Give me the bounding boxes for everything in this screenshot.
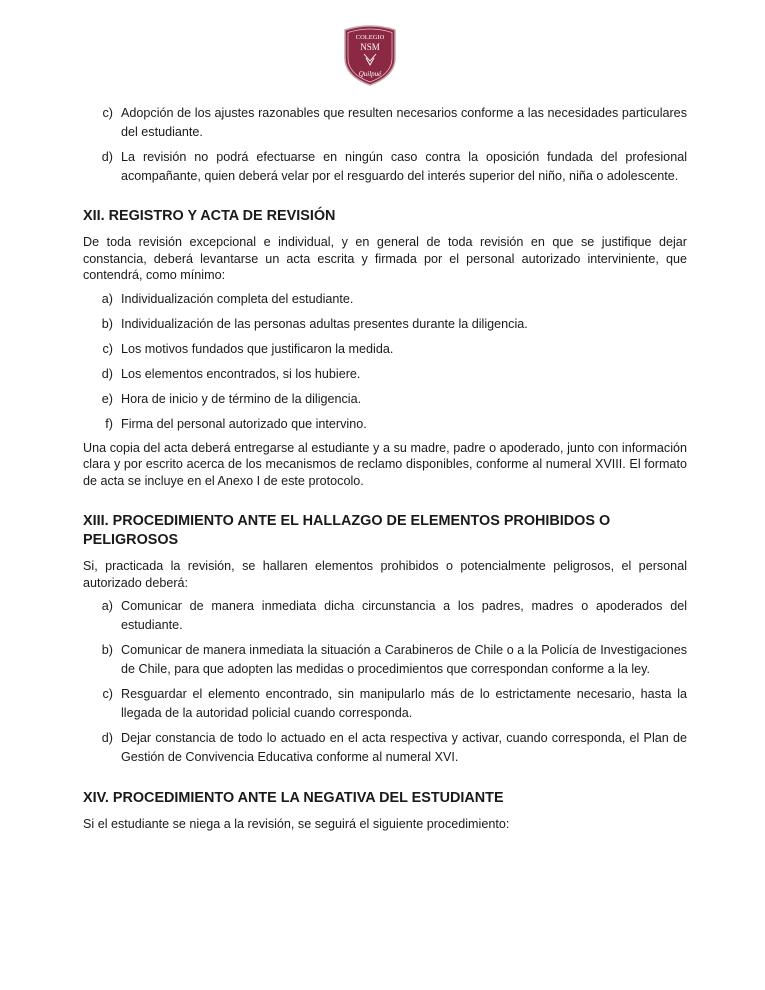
procedure-list (83, 597, 687, 767)
list-marker: c) (102, 106, 113, 120)
school-crest-logo (341, 24, 399, 86)
list-continuation (83, 104, 687, 186)
section-heading: XII. REGISTRO Y ACTA DE REVISIÓN (83, 208, 336, 224)
list-item (83, 148, 687, 186)
list-item (83, 365, 687, 384)
list-marker: d) (101, 731, 113, 745)
list-item-text: Adopción de los ajustes razonables que resulten necesarios conforme a las necesidades particulares del estudiante. (121, 106, 687, 139)
list-item (83, 315, 687, 334)
list-item-text: Comunicar de manera inmediata dicha circunstancia a los padres, madres o apoderados del estudiante. (121, 599, 687, 632)
list-item-text: Firma del personal autorizado que intervino. (121, 416, 367, 431)
list-marker: b) (101, 643, 113, 657)
list-item (83, 104, 687, 142)
logo-text-colegio: COLEGIO (355, 34, 385, 41)
list-item (83, 597, 687, 635)
list-marker: f) (105, 416, 113, 431)
section-heading: XIV. PROCEDIMIENTO ANTE LA NEGATIVA DEL ESTUDIANTE (83, 790, 504, 806)
list-item (83, 729, 687, 767)
list-item-text: Individualización de las personas adultas presentes durante la diligencia. (121, 316, 528, 331)
list-item-text: Los elementos encontrados, si los hubiere. (121, 366, 361, 381)
list-item-text: Dejar constancia de todo lo actuado en el acta respectiva y activar, cuando corresponda, el Plan de Gestión de Convivencia Educativa conforme al numeral XVI. (121, 731, 687, 764)
list-item (83, 390, 687, 409)
section-heading: XIII. PROCEDIMIENTO ANTE EL HALLAZGO DE ELEMENTOS PROHIBIDOS O PELIGROSOS (83, 513, 611, 548)
list-item-text: Hora de inicio y de término de la diligencia. (121, 391, 362, 406)
section-paragraph: Si el estudiante se niega a la revisión, se seguirá el siguiente procedimiento: (83, 817, 510, 831)
list-item-text: La revisión no podrá efectuarse en ningún caso contra la oposición fundada del profesional acompañante, quien deberá velar por el resguardo del interés superior del niño, niña o adolescente. (121, 150, 687, 183)
list-item-text: Comunicar de manera inmediata la situación a Carabineros de Chile o a la Policía de Investigaciones de Chile, para que adopten las medidas o procedimientos que correspondan conforme a la ley. (121, 643, 687, 676)
section-paragraph: Si, practicada la revisión, se hallaren elementos prohibidos o potencialmente peligrosos, el personal autorizado deberá: (83, 559, 687, 590)
list-item-text: Los motivos fundados que justificaron la medida. (121, 341, 394, 356)
list-item-text: Individualización completa del estudiante. (121, 291, 354, 306)
list-marker: c) (102, 687, 113, 701)
list-marker: a) (101, 291, 113, 306)
section-paragraph: De toda revisión excepcional e individual, y en general de toda revisión en que se justifique dejar constancia, deberá levantarse un acta escrita y firmada por el personal autorizado interviniente, que contendrá, como mínimo: (83, 235, 687, 282)
list-item (83, 685, 687, 723)
list-marker: d) (101, 366, 113, 381)
document-body (83, 104, 687, 833)
list-item (83, 340, 687, 359)
list-marker: a) (101, 599, 113, 613)
logo-text-nsm: NSM (360, 42, 380, 52)
list-item-text: Resguardar el elemento encontrado, sin manipularlo más de lo estrictamente necesario, hasta la llegada de la autoridad policial cuando corresponda. (121, 687, 687, 720)
list-marker: d) (101, 150, 113, 164)
section-paragraph: Una copia del acta deberá entregarse al estudiante y a su madre, padre o apoderado, junto con información clara y por escrito acerca de los mecanismos de reclamo disponibles, conforme al numeral XVIII. El formato de acta se incluye en el Anexo I de este protocolo. (83, 440, 687, 488)
list-item (83, 290, 687, 309)
list-item (83, 641, 687, 679)
list-marker: c) (102, 341, 113, 356)
requirements-list (83, 290, 687, 434)
logo-text-quilpue: Quilpué (358, 70, 382, 78)
list-marker: e) (101, 391, 113, 406)
list-marker: b) (101, 316, 113, 331)
list-item (83, 415, 687, 434)
